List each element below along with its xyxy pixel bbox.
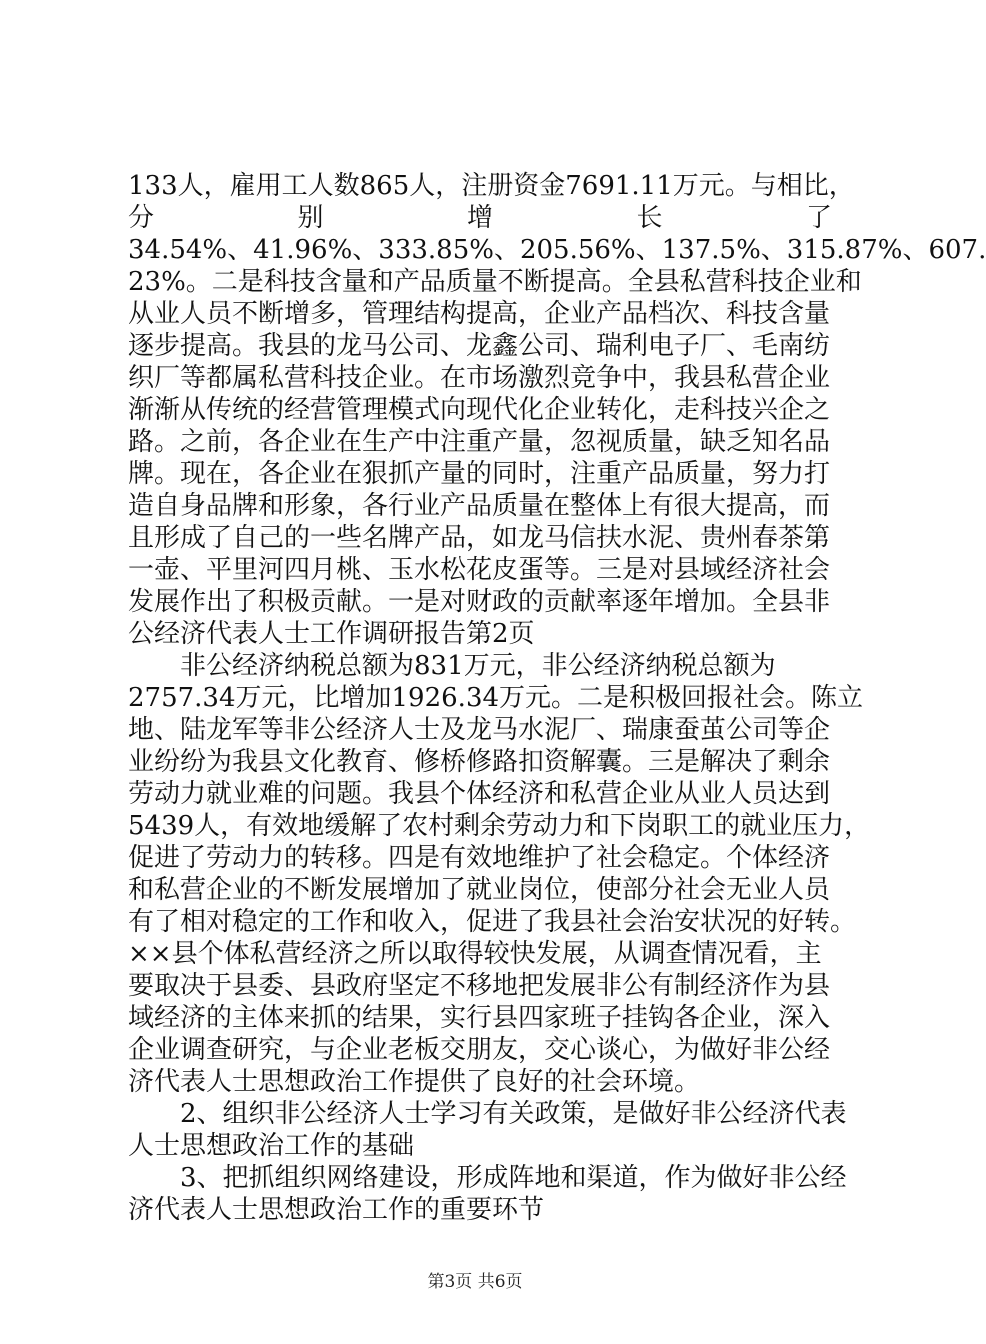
justified-char: 增: [466, 203, 493, 233]
text-line: 业纷纷为我县文化教育、修桥修路扣资解囊。三是解决了剩余: [128, 747, 831, 777]
text-line: 造自身品牌和形象，各行业产品质量在整体上有很大提高，而: [128, 491, 831, 521]
justified-char: 别: [297, 203, 324, 233]
text-line: 3、把抓组织网络建设，形成阵地和渠道，作为做好非公经: [128, 1163, 847, 1193]
text-line: 从业人员不断增多，管理结构提高，企业产品档次、科技含量: [128, 299, 831, 329]
text-line: 5439人，有效地缓解了农村剩余劳动力和下岗职工的就业压力，: [128, 811, 871, 841]
text-line: 2、组织非公经济人士学习有关政策，是做好非公经济代表: [128, 1099, 847, 1129]
text-line: 2757.34万元，比增加1926.34万元。二是积极回报社会。陈立: [128, 683, 864, 713]
text-line: 促进了劳动力的转移。四是有效地维护了社会稳定。个体经济: [128, 843, 831, 873]
text-line: 公经济代表人士工作调研报告第2页: [128, 619, 535, 649]
text-line: 企业调查研究，与企业老板交朋友，交心谈心，为做好非公经: [128, 1035, 831, 1065]
text-line: 劳动力就业难的问题。我县个体经济和私营企业从业人员达到: [128, 779, 831, 809]
text-line: 34.54%、41.96%、333.85%、205.56%、137.5%、315.87%、607.: [128, 235, 986, 265]
text-line: 牌。现在，各企业在狠抓产量的同时，注重产品质量，努力打: [128, 459, 831, 489]
text-line: 渐渐从传统的经营管理模式向现代化企业转化，走科技兴企之: [128, 395, 831, 425]
text-line: 非公经济纳税总额为831万元，非公经济纳税总额为: [128, 651, 776, 681]
text-line: 逐步提高。我县的龙马公司、龙鑫公司、瑞利电子厂、毛南纺: [128, 331, 831, 361]
text-line: 23%。二是科技含量和产品质量不断提高。全县私营科技企业和: [128, 267, 862, 297]
text-line-justified: [128, 202, 832, 234]
text-line: 有了相对稳定的工作和收入，促进了我县社会治安状况的好转。: [128, 907, 857, 937]
text-line: 一壶、平里河四月桃、玉水松花皮蛋等。三是对县域经济社会: [128, 555, 831, 585]
text-line: 织厂等都属私营科技企业。在市场激烈竞争中，我县私营企业: [128, 363, 831, 393]
text-line: 域经济的主体来抓的结果，实行县四家班子挂钩各企业，深入: [128, 1003, 831, 1033]
text-line: 且形成了自己的一些名牌产品，如龙马信扶水泥、贵州春茶第: [128, 523, 831, 553]
text-line: 路。之前，各企业在生产中注重产量，忽视质量，缺乏知名品: [128, 427, 831, 457]
text-line: 和私营企业的不断发展增加了就业岗位，使部分社会无业人员: [128, 875, 831, 905]
page-number-footer: 第3页 共6页: [427, 1272, 523, 1292]
text-line: 济代表人士思想政治工作提供了良好的社会环境。: [128, 1067, 701, 1097]
text-line: ××县个体私营经济之所以取得较快发展，从调查情况看，主: [128, 939, 822, 969]
justified-char: 长: [636, 203, 663, 233]
justified-char: 了: [805, 203, 832, 233]
text-line: 133人，雇用工人数865人，注册资金7691.11万元。与相比，: [128, 171, 855, 201]
text-line: 人士思想政治工作的基础: [128, 1131, 415, 1161]
text-line: 地、陆龙军等非公经济人士及龙马水泥厂、瑞康蚕茧公司等企: [128, 715, 831, 745]
text-line: 发展作出了积极贡献。一是对财政的贡献率逐年增加。全县非: [128, 587, 831, 617]
text-line: 要取决于县委、县政府坚定不移地把发展非公有制经济作为县: [128, 971, 831, 1001]
text-line: 济代表人士思想政治工作的重要环节: [128, 1195, 545, 1225]
justified-char: 分: [128, 203, 155, 233]
document-body: [128, 170, 986, 1226]
